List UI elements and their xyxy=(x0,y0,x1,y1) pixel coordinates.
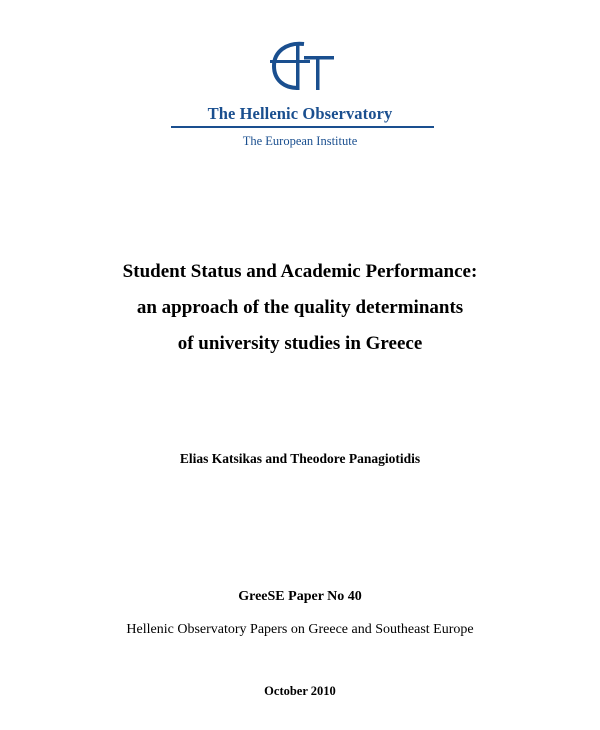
title-line: an approach of the quality determinants xyxy=(136,297,464,318)
hellenic-observatory-logo xyxy=(0,38,600,158)
paper-title xyxy=(0,254,600,362)
paper-number: GreeSE Paper No 40 xyxy=(238,589,362,604)
title-line: of university studies in Greece xyxy=(177,333,423,354)
title-line: Student Status and Academic Performance: xyxy=(122,261,478,282)
gt-monogram-icon xyxy=(266,38,338,98)
paper-series: Hellenic Observatory Papers on Greece and Southeast Europe xyxy=(126,622,474,637)
organization-divider xyxy=(171,126,434,128)
organization-subtitle: The European Institute xyxy=(242,134,358,148)
paper-date: October 2010 xyxy=(264,684,336,698)
paper-authors: Elias Katsikas and Theodore Panagiotidis xyxy=(179,451,421,466)
organization-name: The Hellenic Observatory xyxy=(207,104,393,123)
